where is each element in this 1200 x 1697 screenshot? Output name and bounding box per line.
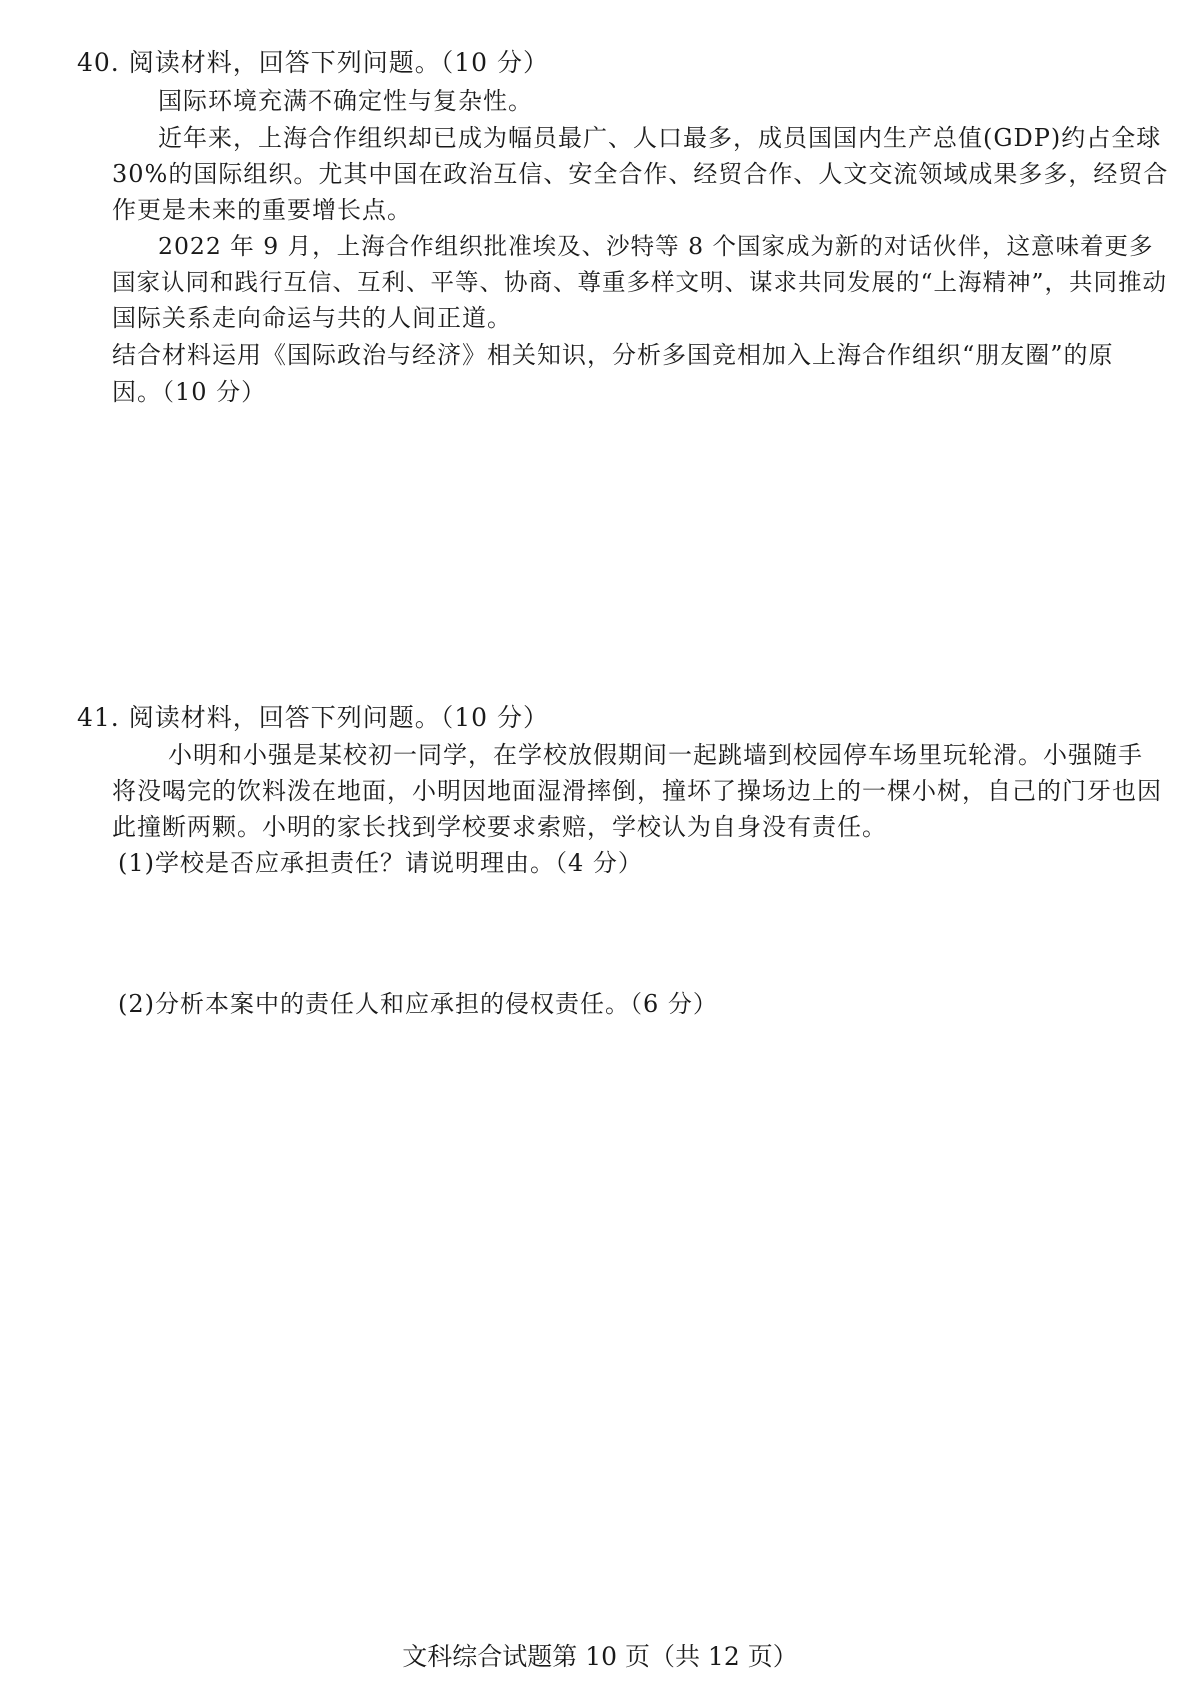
sub-question-2: (2)分析本案中的责任人和应承担的侵权责任。（6 分） xyxy=(118,990,718,1018)
material-line: 国际关系走向命运与共的人间正道。 xyxy=(112,304,512,332)
material-line: 此撞断两颗。小明的家长找到学校要求索赔，学校认为自身没有责任。 xyxy=(112,813,887,841)
material-line: 2022 年 9 月，上海合作组织批准埃及、沙特等 8 个国家成为新的对话伙伴，这意味着更多 xyxy=(158,232,1154,260)
question-prompt: 结合材料运用《国际政治与经济》相关知识，分析多国竞相加入上海合作组织“朋友圈”的原 xyxy=(112,341,1114,369)
sub-question-1: (1)学校是否应承担责任？请说明理由。（4 分） xyxy=(118,849,643,877)
question-prompt: 因。（10 分） xyxy=(112,378,267,406)
material-line: 作更是未来的重要增长点。 xyxy=(112,196,412,224)
material-line: 国际环境充满不确定性与复杂性。 xyxy=(158,87,533,115)
material-line: 小明和小强是某校初一同学，在学校放假期间一起跳墙到校园停车场里玩轮滑。小强随手 xyxy=(168,741,1143,769)
question-41-title: 41. 阅读材料，回答下列问题。（10 分） xyxy=(77,703,549,732)
material-line: 将没喝完的饮料泼在地面，小明因地面湿滑摔倒，撞坏了操场边上的一棵小树，自己的门牙也因 xyxy=(112,777,1162,805)
material-line: 30%的国际组织。尤其中国在政治互信、安全合作、经贸合作、人文交流领域成果多多，经贸合 xyxy=(112,160,1169,188)
page-footer: 文科综合试题第 10 页（共 12 页） xyxy=(402,1642,798,1671)
material-line: 近年来，上海合作组织却已成为幅员最广、人口最多，成员国国内生产总值(GDP)约占全球 xyxy=(158,124,1162,152)
material-line: 国家认同和践行互信、互利、平等、协商、尊重多样文明、谋求共同发展的“上海精神”，共同推动 xyxy=(112,268,1168,296)
question-40-title: 40. 阅读材料，回答下列问题。（10 分） xyxy=(77,48,549,77)
